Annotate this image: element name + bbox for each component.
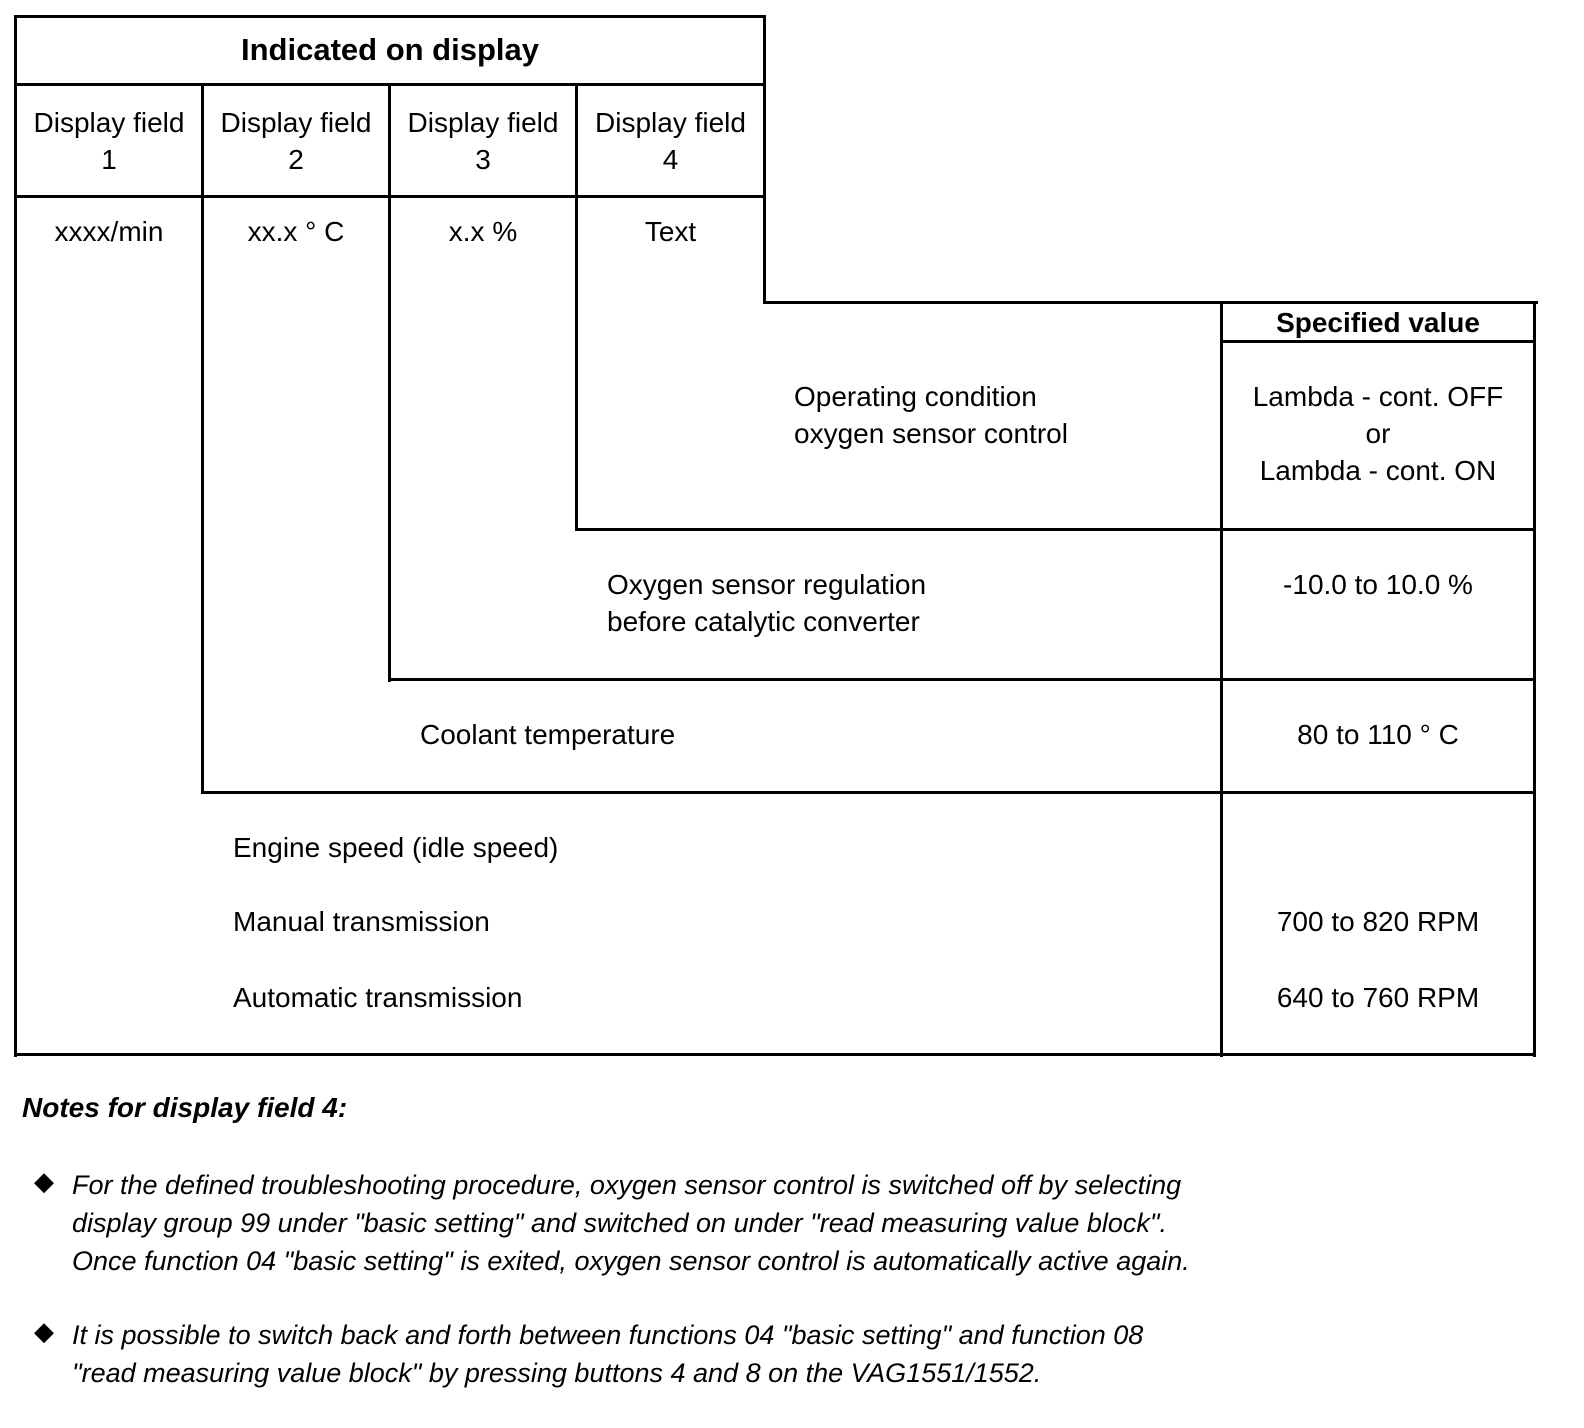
field3-value: x.x % [448, 216, 518, 247]
row3-desc-line1: Oxygen sensor regulation [607, 569, 927, 600]
note-1-line2: display group 99 under "basic setting" and switched on under "read measuring value block". [72, 1208, 1167, 1238]
row1-auto-label: Automatic transmission [233, 982, 523, 1013]
row3-spec: -10.0 to 10.0 % [1283, 569, 1473, 600]
note-1-line1: For the defined troubleshooting procedure, oxygen sensor control is switched off by selecting [72, 1170, 1182, 1200]
row3-desc-line2: before catalytic converter [607, 606, 920, 637]
field2-label [204, 104, 388, 178]
field3-label-line1: Display field [407, 107, 559, 138]
row1-auto-spec: 640 to 760 RPM [1276, 982, 1480, 1013]
border-bottom [14, 1053, 1536, 1056]
row3-bottom [388, 678, 1536, 681]
note-2 [72, 1316, 1143, 1392]
row4-spec-line1: Lambda - cont. OFF [1252, 381, 1504, 412]
specified-value-header: Specified value [1276, 307, 1480, 338]
notes-title: Notes for display field 4: [22, 1092, 348, 1123]
row2-bottom [201, 791, 1536, 794]
field3-label-line2: 3 [475, 144, 491, 175]
row3-description [607, 566, 926, 640]
note-1-line3: Once function 04 "basic setting" is exited, oxygen sensor control is automatically active again. [72, 1246, 1190, 1276]
row4-spec [1223, 378, 1533, 489]
row4-spec-line3: Lambda - cont. ON [1259, 455, 1497, 486]
note-1 [72, 1166, 1190, 1280]
field2-value: xx.x ° C [247, 216, 345, 247]
table-header: Indicated on display [241, 32, 539, 67]
bullet-icon: ◆ [34, 1166, 54, 1196]
bullet-icon: ◆ [34, 1316, 54, 1346]
row1-description: Engine speed (idle speed) [233, 832, 559, 863]
note-2-line1: It is possible to switch back and forth between functions 04 "basic setting" and function 08 [72, 1320, 1144, 1350]
row1-manual-label: Manual transmission [233, 906, 490, 937]
field4-label-line2: 4 [662, 144, 679, 175]
field4-label [578, 104, 763, 178]
row4-bottom [575, 528, 1536, 531]
field2-label-line2: 2 [288, 144, 304, 175]
row2-description: Coolant temperature [420, 719, 676, 750]
field4-label-line1: Display field [595, 107, 746, 138]
field1-label-line2: 1 [101, 144, 117, 175]
border-top [14, 15, 766, 18]
row2-spec: 80 to 110 ° C [1297, 719, 1459, 750]
field4-value: Text [644, 216, 697, 247]
field3-label [391, 104, 575, 178]
note-2-line2: "read measuring value block" by pressing buttons 4 and 8 on the VAG1551/1552. [72, 1358, 1042, 1388]
row4-desc-line2: oxygen sensor control [794, 418, 1068, 449]
field1-value: xxxx/min [54, 216, 164, 247]
row1-manual-spec: 700 to 820 RPM [1276, 906, 1480, 937]
border-top-right [763, 15, 766, 304]
field1-label [17, 104, 201, 178]
field1-label-line1: Display field [33, 107, 185, 138]
row4-desc-line1: Operating condition [794, 381, 1037, 412]
row4-spec-line2: or [1365, 418, 1391, 449]
row4-description [794, 378, 1068, 452]
divider-col1 [201, 83, 204, 794]
field2-label-line1: Display field [220, 107, 372, 138]
